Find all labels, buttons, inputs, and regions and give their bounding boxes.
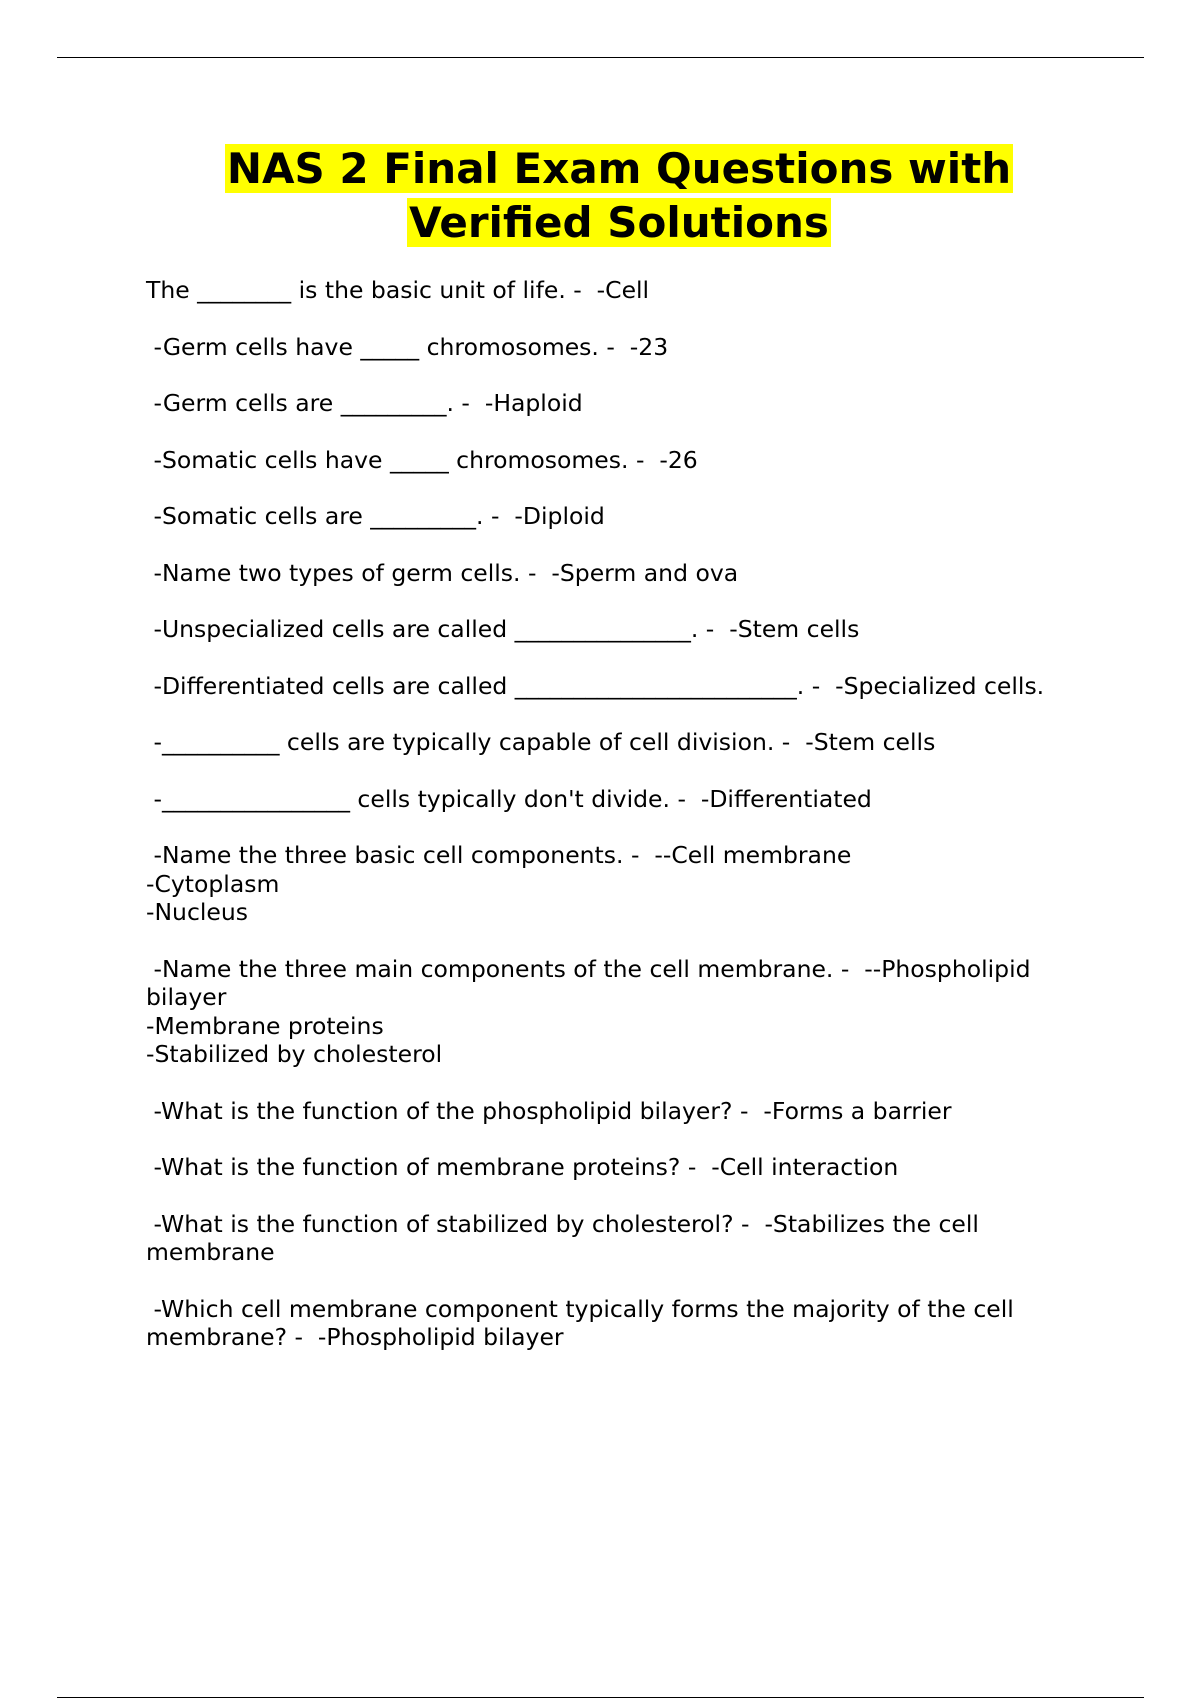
question-list bbox=[146, 276, 1076, 1380]
qa-item: -__________ cells are typically capable of cell division. - -Stem cells bbox=[146, 728, 936, 756]
title-line-2: Verified Solutions bbox=[409, 198, 829, 247]
qa-item: -Differentiated cells are called ________________________. - -Specialized cells. bbox=[146, 671, 1045, 700]
header-rule bbox=[57, 57, 1144, 58]
footer-rule bbox=[57, 1697, 1144, 1698]
qa-item: -Germ cells are _________. - -Haploid bbox=[146, 389, 583, 417]
qa-item: -Somatic cells are _________. - -Diploid bbox=[146, 502, 605, 530]
qa-item: -What is the function of stabilized by cholesterol? - -Stabilizes the cell membrane bbox=[146, 1209, 987, 1266]
qa-item: -Name two types of germ cells. - -Sperm and ova bbox=[146, 558, 739, 587]
document-title bbox=[0, 142, 1200, 250]
title-line-1: NAS 2 Final Exam Questions with bbox=[226, 144, 1012, 193]
qa-item: The ________ is the basic unit of life. - -Cell bbox=[146, 276, 650, 304]
qa-item: -What is the function of membrane proteins? - -Cell interaction bbox=[146, 1153, 899, 1181]
qa-item: -Unspecialized cells are called _______________. - -Stem cells bbox=[146, 615, 860, 643]
qa-item: -Germ cells have _____ chromosomes. - -23 bbox=[146, 332, 669, 361]
qa-item: -________________ cells typically don't divide. - -Differentiated bbox=[146, 784, 872, 813]
qa-item: -What is the function of the phospholipid bilayer? - -Forms a barrier bbox=[146, 1096, 952, 1125]
qa-item: -Somatic cells have _____ chromosomes. - -26 bbox=[146, 445, 698, 474]
qa-item: -Name the three main components of the cell membrane. - --Phospholipid bilayer -Membrane proteins -Stabilized by cholesterol bbox=[146, 954, 1031, 1068]
qa-item: -Which cell membrane component typically forms the majority of the cell membrane? - -Phospholipid bilayer bbox=[146, 1294, 1022, 1351]
qa-item: -Name the three basic cell components. - --Cell membrane -Cytoplasm -Nucleus bbox=[146, 841, 852, 926]
